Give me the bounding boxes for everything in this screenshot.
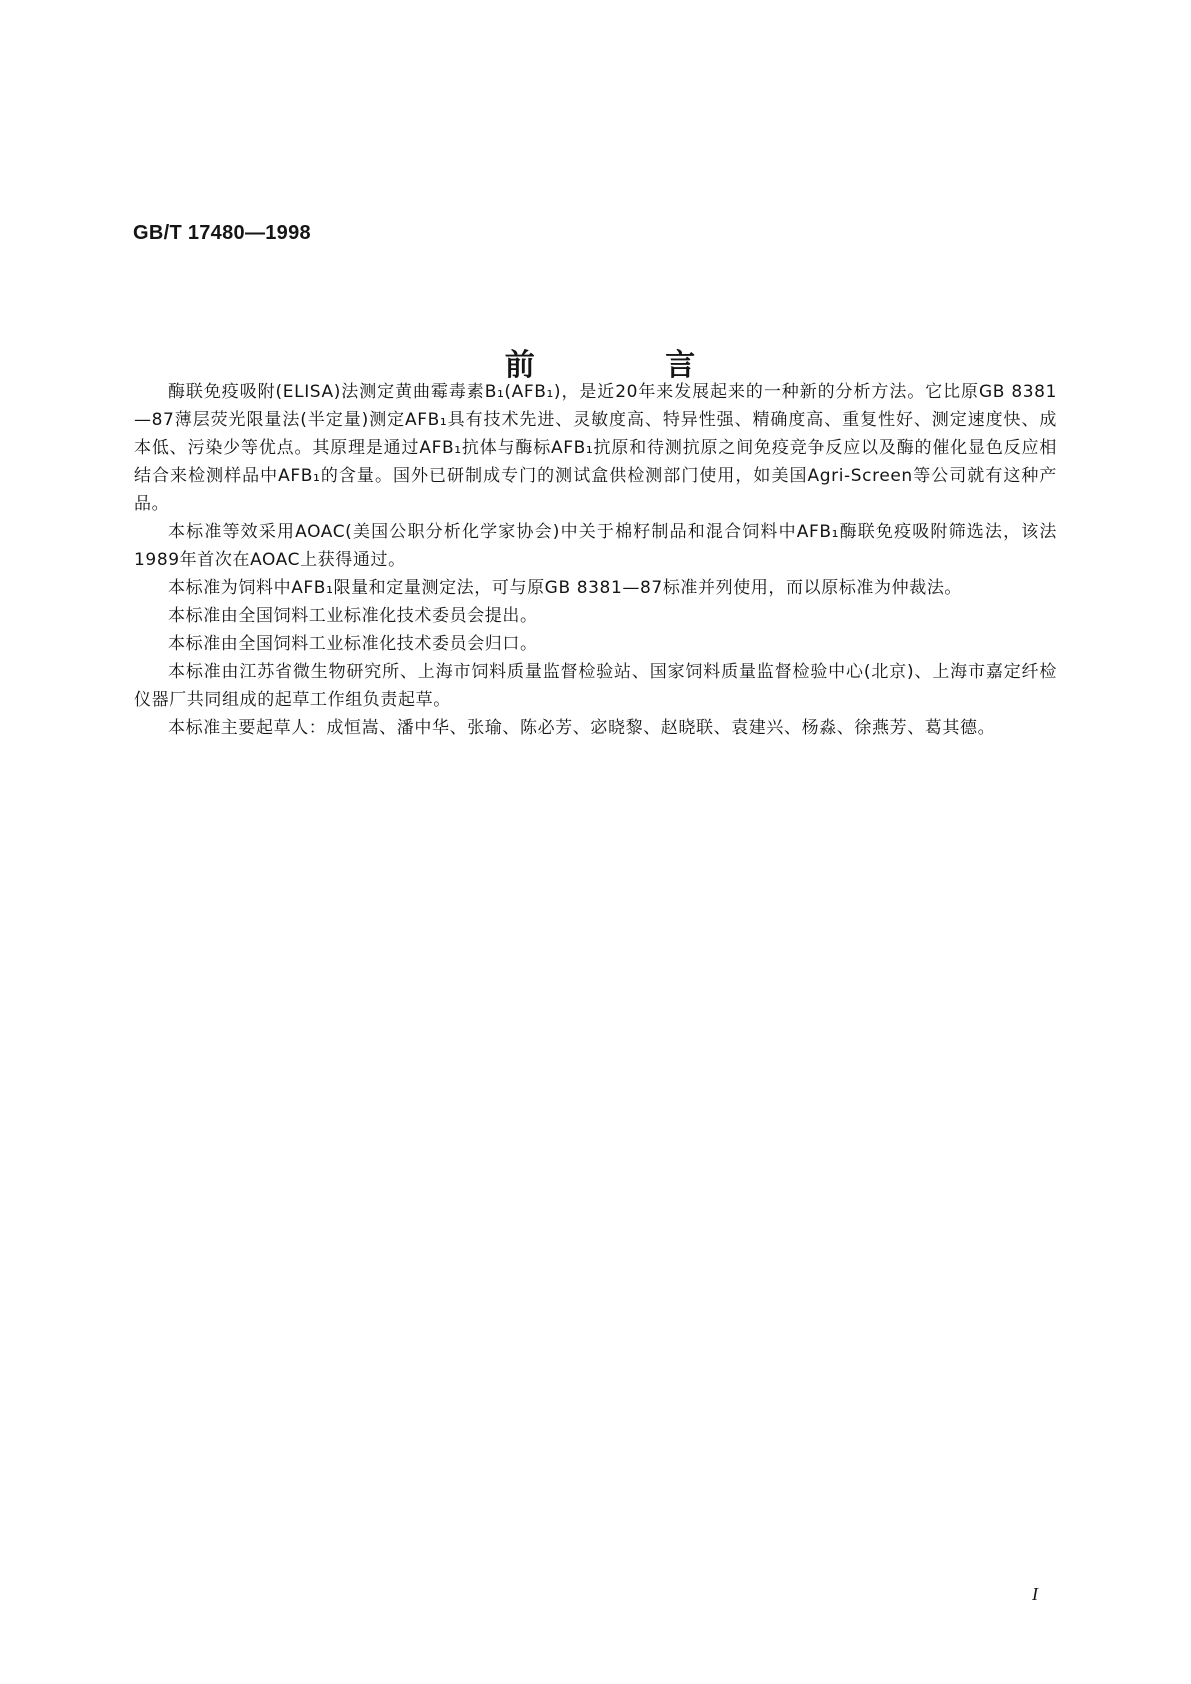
paragraph-proposed-by: 本标准由全国饲料工业标准化技术委员会提出。 — [168, 606, 538, 626]
page-number: I — [1032, 1584, 1038, 1604]
paragraph-aoac-adoption: 本标准等效采用AOAC(美国公职分析化学家协会)中关于棉籽制品和混合饲料中AFB₁酶联免疫吸附筛选法，该法1989年首次在AOAC上获得通过。 — [134, 522, 1057, 570]
paragraph-centralized-by: 本标准由全国饲料工业标准化技术委员会归口。 — [168, 634, 538, 654]
foreword-body — [134, 378, 1057, 742]
paragraph-drafters: 本标准主要起草人：成恒嵩、潘中华、张瑜、陈必芳、宓晓黎、赵晓联、袁建兴、杨淼、徐燕芳、葛其德。 — [168, 718, 996, 738]
foreword-title: 前 言 — [504, 348, 756, 383]
paragraph-drafting-units: 本标准由江苏省微生物研究所、上海市饲料质量监督检验站、国家饲料质量监督检验中心(北京)、上海市嘉定纤检仪器厂共同组成的起草工作组负责起草。 — [134, 662, 1057, 710]
standard-code: GB/T 17480—1998 — [133, 222, 311, 244]
paragraph-method-overview: 酶联免疫吸附(ELISA)法测定黄曲霉毒素B₁(AFB₁)，是近20年来发展起来的一种新的分析方法。它比原GB 8381—87薄层荧光限量法(半定量)测定AFB₁具有技术先进、灵敏度高、特异性强、精确度高、重复性好、测定速度快、成本低、污染少等优点。其原理是通过AFB₁抗体与酶标AFB₁抗原和待测抗原之间免疫竞争反应以及酶的催化显色反应相结合来检测样品中AFB₁的含量。国外已研制成专门的测试盒供检测部门使用，如美国Agri-Screen等公司就有这种产品。 — [134, 382, 1057, 514]
paragraph-scope-relation: 本标准为饲料中AFB₁限量和定量测定法，可与原GB 8381—87标准并列使用，而以原标准为仲裁法。 — [168, 578, 963, 598]
